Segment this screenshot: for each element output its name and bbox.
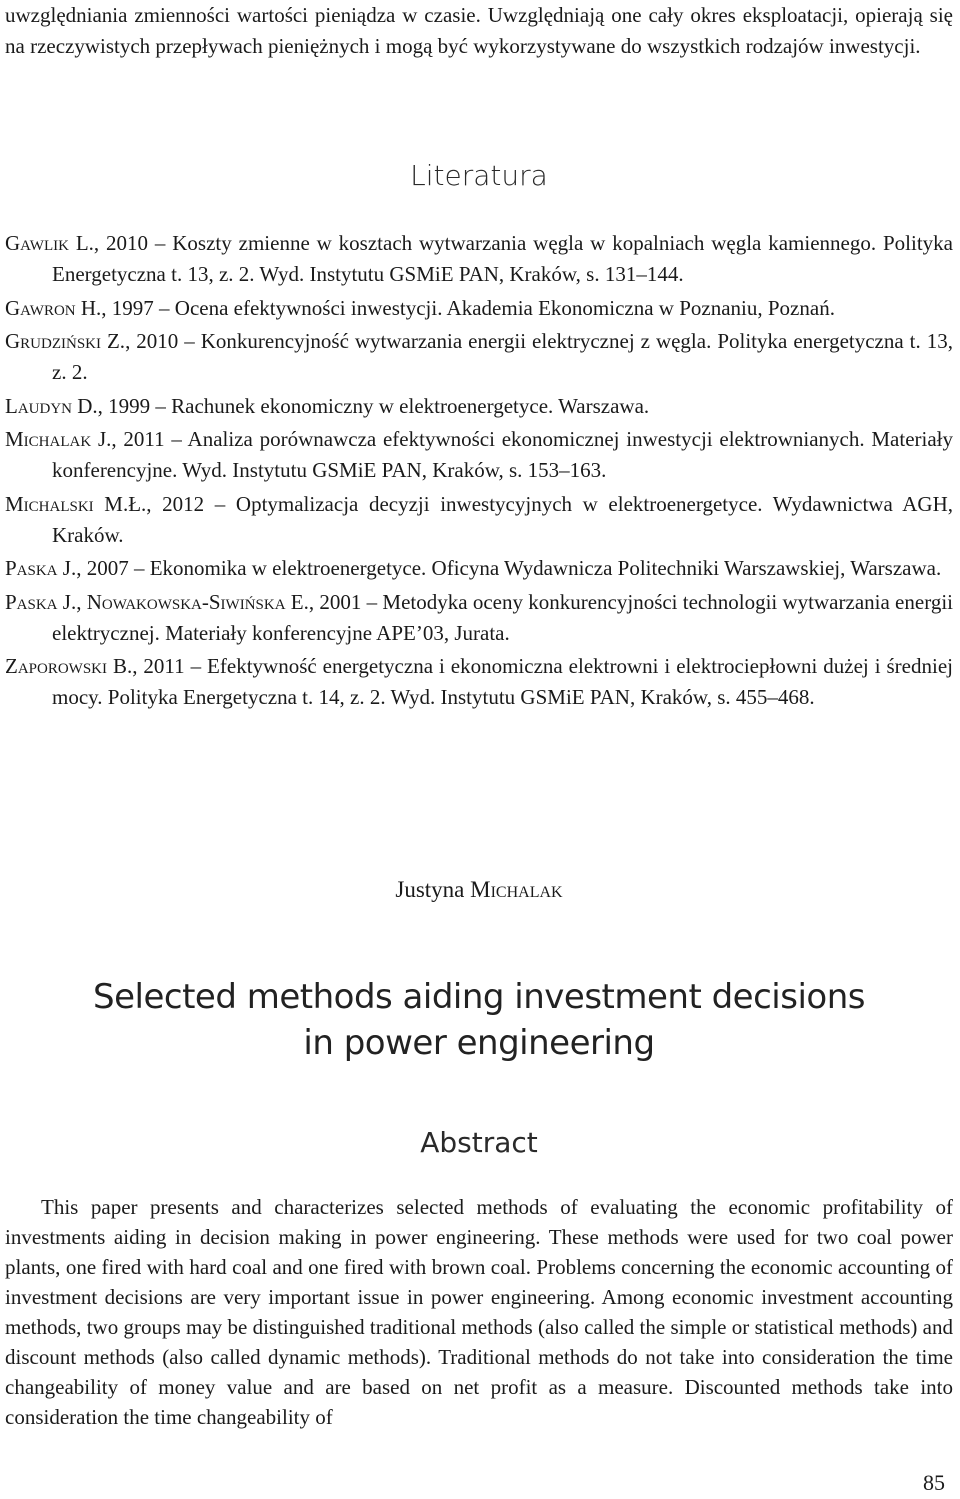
reference-text: , 2011 – Analiza porównawcza efektywności ekonomicznej inwestycji elektrownianych. Materiały konferencyjne. Wyd. Instytutu GSMiE PAN, Kraków, s. 153–163. <box>52 427 954 482</box>
abstract-paragraph: This paper presents and characterizes selected methods of evaluating the economic profitability of investments aiding in decision making in power engineering. These methods were used for two coal power plants, one fired with hard coal and one fired with brown coal. Problems concerning the economic accounting of investment decisions are very important issue in power engineering. Among economic investment accounting methods, two groups may be distinguished traditional methods (also called the simple or statistical methods) and discount methods (also called dynamic methods). Traditional methods do not take into consideration the time changeability of money value and are based on net profit as a measure. Discounted methods take into consideration the time changeability of <box>5 1195 953 1429</box>
abstract-heading: Abstract <box>420 1126 538 1159</box>
author-surname: Michalak <box>470 877 563 902</box>
paper-title <box>5 974 953 1066</box>
reference-author: Michalski M.Ł. <box>5 491 147 516</box>
reference-text: , 1999 – Rachunek ekonomiczny w elektroenergetyce. Warszawa. <box>97 393 650 418</box>
reference-author: Laudyn D. <box>5 393 98 418</box>
reference-item <box>5 228 953 290</box>
reference-author: Michalak J. <box>5 427 112 451</box>
reference-item <box>5 391 953 422</box>
intro-paragraph: uwzględniania zmienności wartości pieniądza w czasie. Uwzględniają one cały okres eksploatacji, opierają się na rzeczywistych przepływach pieniężnych i mogą być wykorzystywane do wszystkich rodzajów inwestycji. <box>5 3 953 58</box>
reference-text: , 1997 – Ocena efektywności inwestycji. Akademia Ekonomiczna w Poznaniu, Poznań. <box>101 295 835 320</box>
reference-author: Gawron H. <box>5 295 102 320</box>
reference-author: Gawlik L. <box>5 231 94 255</box>
reference-author: Paska J., Nowakowska-Siwińska E. <box>5 589 309 614</box>
literature-heading: Literatura <box>410 159 548 192</box>
paper-title-line: Selected methods aiding investment decisions <box>93 977 865 1017</box>
page-number: 85 <box>923 1470 945 1495</box>
paper-title-line: in power engineering <box>303 1023 655 1063</box>
reference-item <box>5 489 953 551</box>
author-byline <box>5 874 953 906</box>
reference-item <box>5 553 953 584</box>
reference-author: Zaporowski B. <box>5 654 133 678</box>
reference-author: Paska J. <box>5 556 77 580</box>
paper-page <box>5 0 953 1499</box>
reference-item <box>5 293 953 324</box>
reference-item <box>5 587 953 649</box>
reference-text: , 2012 – Optymalizacja decyzji inwestycyjnych w elektroenergetyce. Wydawnictwa AGH, Kraków. <box>52 491 953 547</box>
reference-text: , 2011 – Efektywność energetyczna i ekonomiczna elektrowni i elektrociepłowni dużej i średniej mocy. Polityka Energetyczna t. 14, z. 2. Wyd. Instytutu GSMiE PAN, Kraków, s. 455–468. <box>52 654 953 709</box>
author-first-name: Justyna <box>395 877 465 902</box>
reference-item <box>5 326 953 388</box>
reference-item <box>5 651 953 713</box>
reference-text: , 2010 – Koszty zmienne w kosztach wytwarzania węgla w kopalniach węgla kamiennego. Polityka Energetyczna t. 13, z. 2. Wyd. Instytutu GSMiE PAN, Kraków, s. 131–144. <box>52 231 953 286</box>
reference-text: , 2007 – Ekonomika w elektroenergetyce. Oficyna Wydawnicza Politechniki Warszawskiej, Warszawa. <box>76 556 942 580</box>
reference-list <box>5 228 953 716</box>
reference-item <box>5 424 953 486</box>
reference-text: , 2010 – Konkurencyjność wytwarzania energii elektrycznej z węgla. Polityka energetyczna t. 13, z. 2. <box>52 329 953 384</box>
reference-text: , 2001 – Metodyka oceny konkurencyjności technologii wytwarzania energii elektrycznej. Materiały konferencyjne APE’03, Jurata. <box>52 589 953 645</box>
reference-author: Grudziński Z. <box>5 329 126 353</box>
